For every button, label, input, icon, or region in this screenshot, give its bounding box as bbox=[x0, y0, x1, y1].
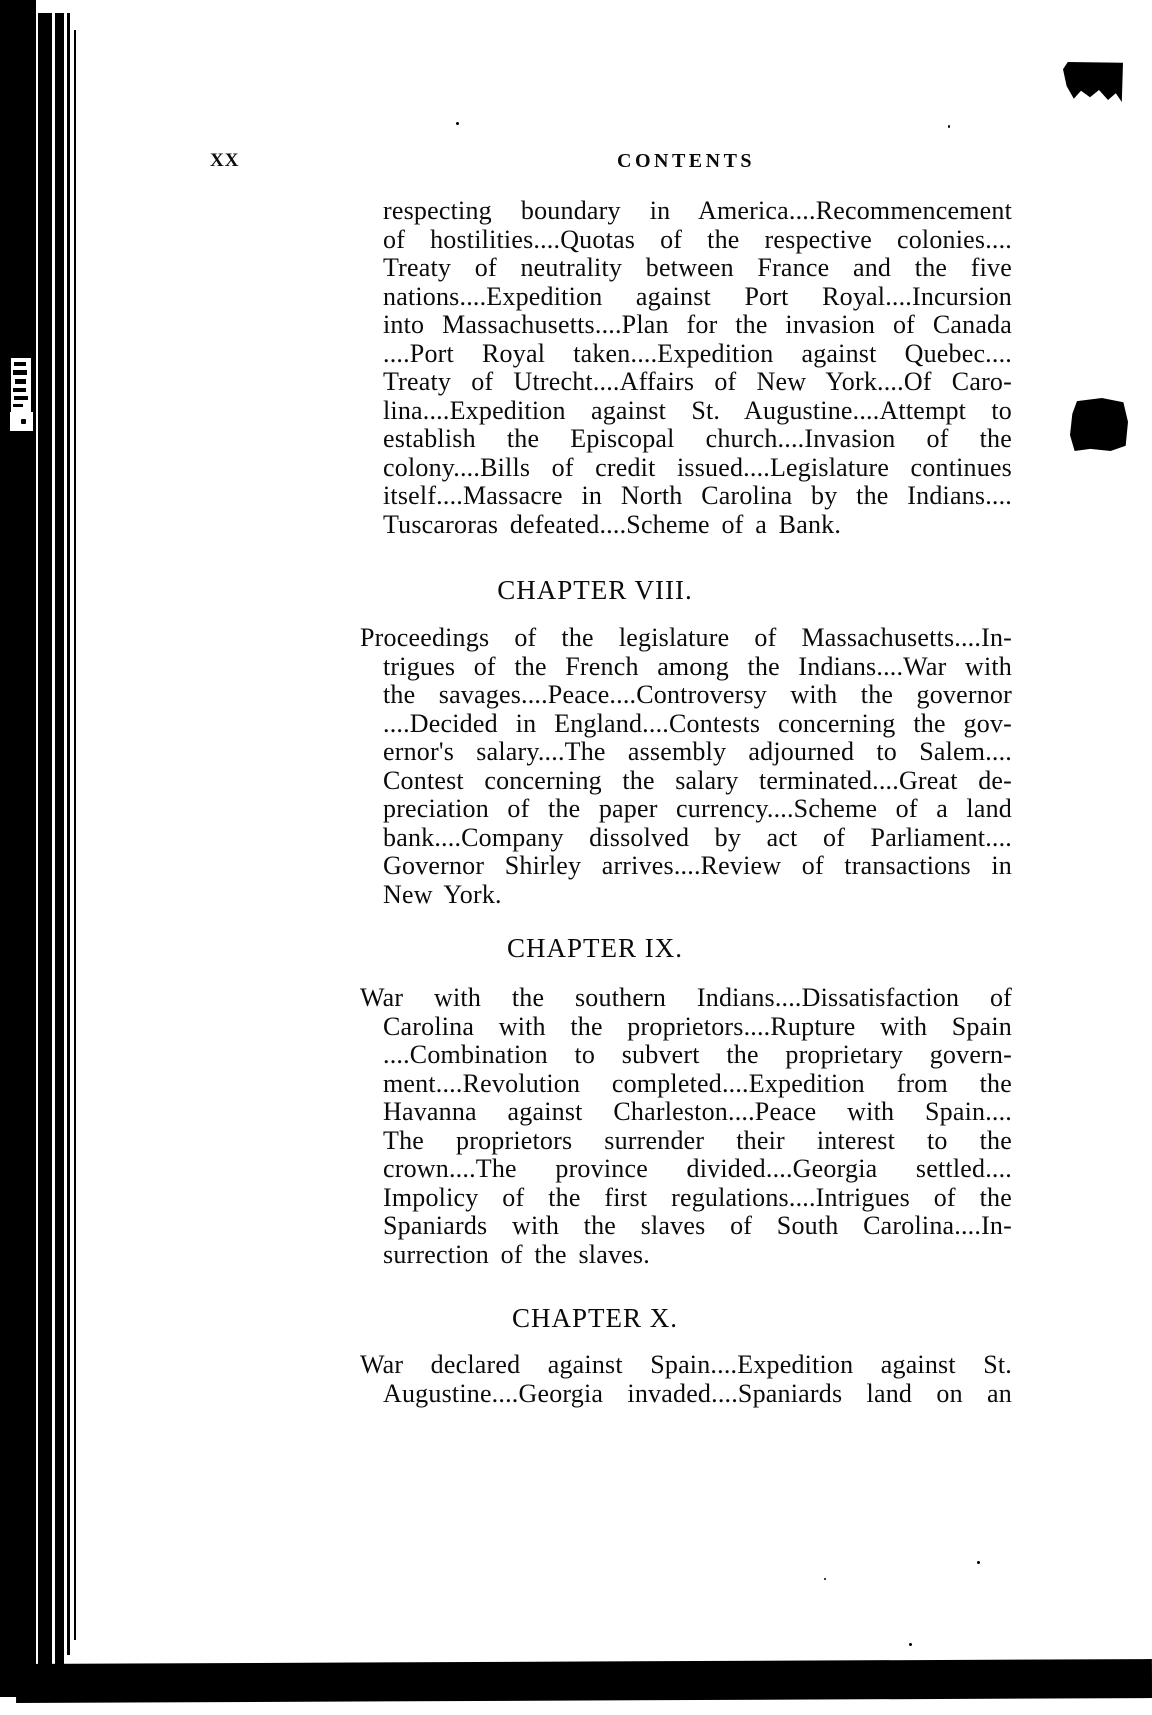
toc-line: Treaty of Utrecht....Affairs of New York....Of Caro- bbox=[383, 367, 1012, 396]
toc-line: of hostilities....Quotas of the respective colonies.... bbox=[383, 224, 1012, 254]
bottom-scan-bar bbox=[16, 1659, 1152, 1703]
toc-line: War with the southern Indians....Dissatisfaction of bbox=[360, 983, 1012, 1012]
binding-hairline bbox=[67, 13, 70, 1655]
toc-line: the savages....Peace....Controversy with the governor bbox=[383, 680, 1012, 709]
toc-line: Governor Shirley arrives....Review of transactions in bbox=[383, 851, 1012, 880]
binding-hairline bbox=[74, 30, 76, 1640]
toc-line: War declared against Spain....Expedition against St. bbox=[360, 1350, 1012, 1379]
toc-line: nations....Expedition against Port Royal....Incursion bbox=[383, 281, 1012, 311]
right-edge-blob-middle bbox=[1070, 398, 1128, 451]
toc-line: Havanna against Charleston....Peace with Spain.... bbox=[383, 1097, 1012, 1126]
toc-line: surrection of the slaves. bbox=[383, 1239, 650, 1269]
binding-gutter-band bbox=[0, 0, 36, 1697]
right-edge-blob-top bbox=[1063, 62, 1123, 102]
binding-stripe bbox=[55, 13, 64, 1664]
toc-line: colony....Bills of credit issued....Legislature continues bbox=[383, 452, 1012, 482]
ink-speck bbox=[456, 122, 459, 125]
toc-line: New York. bbox=[383, 879, 502, 909]
chapter-summary-paragraph bbox=[360, 984, 1012, 1269]
toc-line: Impolicy of the first regulations....Intrigues of the bbox=[383, 1182, 1012, 1212]
chapter-summary-paragraph bbox=[360, 624, 1012, 909]
toc-line: Spaniards with the slaves of South Carolina....In- bbox=[383, 1211, 1012, 1240]
toc-line: ment....Revolution completed....Expedition from the bbox=[383, 1068, 1012, 1098]
toc-sections bbox=[360, 197, 1012, 1408]
chapter-summary-paragraph bbox=[360, 197, 1012, 539]
toc-line: preciation of the paper currency....Scheme of a land bbox=[383, 794, 1012, 823]
ink-speck bbox=[909, 1643, 912, 1646]
toc-line: ernor's salary....The assembly adjourned to Salem.... bbox=[383, 737, 1012, 766]
toc-line: Augustine....Georgia invaded....Spaniards land on an bbox=[383, 1378, 1012, 1408]
chapter-heading: CHAPTER IX. bbox=[506, 933, 683, 963]
spine-sticker bbox=[11, 358, 31, 413]
ink-speck bbox=[824, 1578, 826, 1580]
toc-line: respecting boundary in America....Recommencement bbox=[383, 196, 1012, 225]
chapter-summary-paragraph bbox=[360, 1351, 1012, 1408]
running-head-title: CONTENTS bbox=[617, 150, 756, 172]
chapter-heading: CHAPTER X. bbox=[511, 1303, 678, 1333]
toc-line: bank....Company dissolved by act of Parliament.... bbox=[383, 822, 1012, 852]
ink-speck bbox=[977, 1561, 980, 1564]
toc-line: Tuscaroras defeated....Scheme of a Bank. bbox=[383, 509, 842, 539]
toc-line: crown....The province divided....Georgia settled.... bbox=[383, 1154, 1012, 1183]
chapter-heading: CHAPTER VIII. bbox=[497, 575, 693, 605]
page-number: XX bbox=[210, 150, 240, 171]
ink-speck bbox=[21, 419, 26, 424]
toc-line: into Massachusetts....Plan for the invasion of Canada bbox=[383, 310, 1012, 339]
toc-line: The proprietors surrender their interest to the bbox=[383, 1125, 1012, 1155]
ink-speck bbox=[948, 125, 950, 128]
toc-line: trigues of the French among the Indians....War with bbox=[383, 651, 1012, 681]
toc-line: Carolina with the proprietors....Rupture with Spain bbox=[383, 1011, 1012, 1041]
toc-line: Contest concerning the salary terminated....Great de- bbox=[383, 765, 1012, 795]
toc-line: ....Decided in England....Contests concerning the gov- bbox=[383, 708, 1012, 738]
toc-line: ....Port Royal taken....Expedition against Quebec.... bbox=[383, 338, 1012, 368]
toc-line: Treaty of neutrality between France and the five bbox=[383, 253, 1012, 282]
binding-stripe bbox=[38, 13, 52, 1664]
toc-line: itself....Massacre in North Carolina by the Indians.... bbox=[383, 481, 1012, 510]
toc-line: Proceedings of the legislature of Massachusetts....In- bbox=[360, 623, 1012, 652]
toc-line: ....Combination to subvert the proprietary govern- bbox=[383, 1040, 1012, 1069]
toc-line: establish the Episcopal church....Invasion of the bbox=[383, 424, 1012, 453]
toc-line: lina....Expedition against St. Augustine....Attempt to bbox=[383, 395, 1012, 425]
